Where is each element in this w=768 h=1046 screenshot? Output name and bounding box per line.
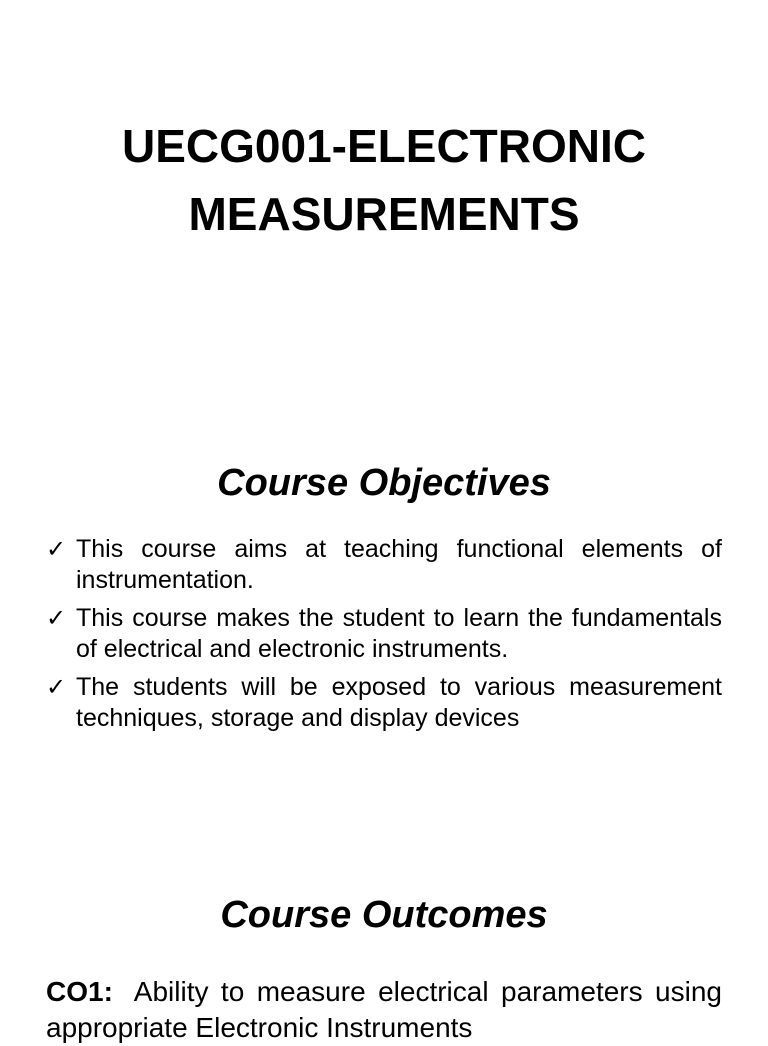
objective-item [46,534,722,596]
title-line-1: UECG001-ELECTRONIC [122,120,646,172]
document-title [0,112,768,248]
course-outcomes-heading: Course Outcomes [220,894,548,936]
course-objectives-heading: Course Objectives [217,462,551,504]
objective-text: This course aims at teaching functional elements of instrumentation. [76,535,722,594]
objective-item [46,603,722,665]
co1-text: Ability to measure electrical parameters using appropriate Electronic Instruments [46,976,722,1043]
checkmark-icon: ✓ [46,673,67,701]
objective-text: The students will be exposed to various measurement techniques, storage and display devices [76,673,722,732]
checkmark-icon: ✓ [46,604,67,632]
outcome-co1 [46,974,722,1046]
checkmark-icon: ✓ [46,535,67,563]
objective-text: This course makes the student to learn the fundamentals of electrical and electronic instruments. [76,604,722,663]
objectives-list [46,534,722,741]
co1-label: CO1: [46,976,113,1007]
title-line-2: MEASUREMENTS [188,188,580,240]
objective-item [46,672,722,734]
